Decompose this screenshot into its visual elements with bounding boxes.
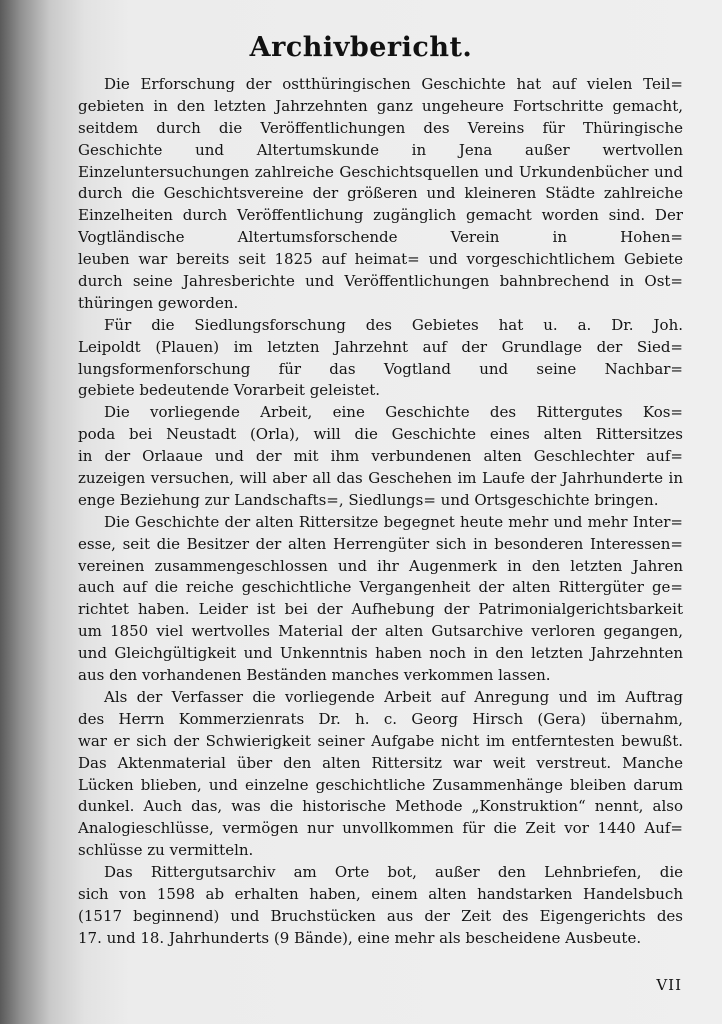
text-line: um 1850 viel wertvolles Material der alten Gutsarchive verloren gegangen,	[78, 622, 683, 641]
text-line: aus den vorhandenen Beständen manches verkommen lassen.	[78, 666, 551, 685]
paragraph	[78, 315, 683, 403]
page-number: VII	[656, 976, 682, 994]
text-line: lungsformenforschung für das Vogtland und seine Nachbar=	[78, 359, 683, 378]
text-line: 17. und 18. Jahrhunderts (9 Bände), eine mehr als bescheidene Ausbeute.	[78, 928, 642, 947]
text-line: richtet haben. Leider ist bei der Aufhebung der Patrimonialgerichtsbarkeit	[78, 600, 683, 619]
paragraph	[78, 687, 683, 862]
text-line: gebieten in den letzten Jahrzehnten ganz ungeheure Fortschritte gemacht,	[78, 96, 683, 115]
text-line: poda bei Neustadt (Orla), will die Geschichte eines alten Rittersitzes	[78, 425, 683, 444]
paragraph	[78, 512, 683, 687]
text-line: Die Erforschung der ostthüringischen Geschichte hat auf vielen Teil=	[104, 75, 683, 93]
body-text	[78, 74, 683, 950]
text-line: Die Geschichte der alten Rittersitze begegnet heute mehr und mehr Inter=	[104, 512, 683, 531]
text-line: (1517 beginnend) und Bruchstücken aus der Zeit des Eigengerichts des	[78, 906, 683, 925]
page-title: Archivbericht.	[249, 32, 473, 63]
text-line: und Gleichgültigkeit und Unkenntnis haben noch in den letzten Jahrzehnten	[78, 644, 683, 663]
text-line: durch seine Jahresberichte und Veröffentlichungen bahnbrechend in Ost=	[78, 272, 683, 291]
text-line: Die vorliegende Arbeit, eine Geschichte des Rittergutes Kos=	[104, 403, 683, 422]
text-line: Vogtländische Altertumsforschende Verein in Hohen=	[78, 228, 683, 247]
text-line: auch auf die reiche geschichtliche Vergangenheit der alten Rittergüter ge=	[78, 578, 683, 597]
text-line: Das Rittergutsarchiv am Orte bot, außer den Lehnbriefen, die	[104, 863, 683, 882]
text-line: Leipoldt (Plauen) im letzten Jahrzehnt auf der Grundlage der Sied=	[78, 337, 683, 356]
text-line: dunkel. Auch das, was die historische Methode „Konstruktion“ nennt, also	[78, 797, 683, 816]
text-line: vereinen zusammengeschlossen und ihr Augenmerk in den letzten Jahren	[78, 556, 683, 575]
text-line: war er sich der Schwierigkeit seiner Aufgabe nicht im entferntesten bewußt.	[78, 731, 683, 750]
text-line: gebiete bedeutende Vorarbeit geleistet.	[78, 381, 381, 400]
text-line: Als der Verfasser die vorliegende Arbeit auf Anregung und im Auftrag	[104, 687, 683, 706]
text-line: in der Orlaaue und der mit ihm verbundenen alten Geschlechter auf=	[78, 447, 683, 466]
paragraph	[78, 74, 683, 315]
text-line: Einzelheiten durch Veröffentlichung zugänglich gemacht worden sind. Der	[78, 206, 683, 225]
text-line: seitdem durch die Veröffentlichungen des Vereins für Thüringische	[78, 118, 683, 137]
text-line: esse, seit die Besitzer der alten Herrengüter sich in besonderen Interessen=	[78, 534, 683, 553]
text-line: Analogieschlüsse, vermögen nur unvollkommen für die Zeit vor 1440 Auf=	[78, 819, 683, 838]
paragraph	[78, 862, 683, 950]
text-line: thüringen geworden.	[78, 293, 239, 312]
text-line: durch die Geschichtsvereine der größeren und kleineren Städte zahlreiche	[78, 184, 683, 203]
text-line: Das Aktenmaterial über den alten Rittersitz war weit verstreut. Manche	[78, 753, 683, 772]
text-line: leuben war bereits seit 1825 auf heimat= und vorgeschichtlichem Gebiete	[78, 250, 683, 269]
text-line: sich von 1598 ab erhalten haben, einem alten handstarken Handelsbuch	[78, 884, 683, 903]
text-line: Geschichte und Altertumskunde in Jena außer wertvollen	[78, 140, 683, 159]
text-line: Für die Siedlungsforschung des Gebietes hat u. a. Dr. Joh.	[104, 315, 683, 334]
text-line: Lücken blieben, und einzelne geschichtliche Zusammenhänge bleiben darum	[78, 775, 683, 794]
paragraph	[78, 402, 683, 511]
text-line: enge Beziehung zur Landschafts=, Siedlungs= und Ortsgeschichte bringen.	[78, 490, 659, 509]
text-line: Einzeluntersuchungen zahlreiche Geschichtsquellen und Urkundenbücher und	[78, 162, 683, 181]
text-line: schlüsse zu vermitteln.	[78, 841, 254, 860]
text-line: des Herrn Kommerzienrats Dr. h. c. Georg Hirsch (Gera) übernahm,	[78, 709, 683, 728]
text-line: zuzeigen versuchen, will aber all das Geschehen im Laufe der Jahrhunderte in	[78, 469, 683, 488]
